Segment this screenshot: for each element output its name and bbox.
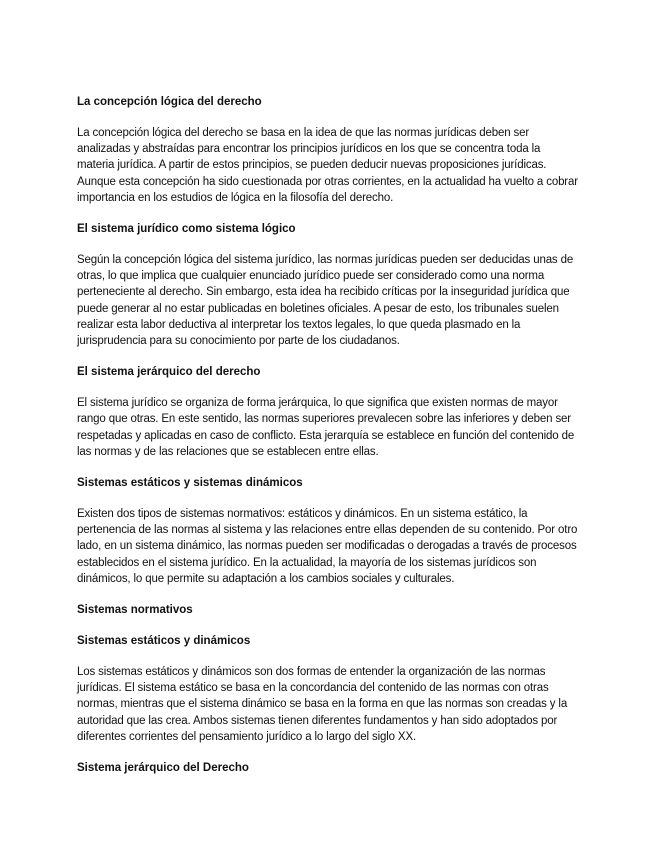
section-heading: Sistemas normativos — [77, 604, 193, 617]
section-paragraph: El sistema jurídico se organiza de forma jerárquica, lo que significa que existen normas de mayor rango que otras. En este sentido, las normas superiores prevalecen sobre las inferiores y deben ser respetadas y aplicadas en caso de conflicto. Esta jerarquía se establece en función del contenido de las normas y de las relaciones que se establecen entre ellas. — [77, 397, 575, 458]
section-paragraph: Existen dos tipos de sistemas normativos: estáticos y dinámicos. En un sistema estático, la pertenencia de las normas al sistema y las relaciones entre ellas dependen de su contenido. Por otro lado, en un sistema dinámico, las normas pueden ser modificadas o derogadas a través de procesos establecidos en el sistema jurídico. En la actualidad, la mayoría de los sistemas jurídicos son dinámicos, lo que permite su adaptación a los cambios sociales y culturales. — [77, 508, 578, 585]
section-heading: El sistema jerárquico del derecho — [77, 366, 261, 379]
section-paragraph: Según la concepción lógica del sistema jurídico, las normas jurídicas pueden ser deducidas unas de otras, lo que implica que cualquier enunciado jurídico puede ser considerado como una norma perteneciente al derecho. Sin embargo, esta idea ha recibido críticas por la inseguridad jurídica que puede generar al no estar publicadas en boletines oficiales. A pesar de esto, los tribunales suelen realizar esta labor deductiva al interpretar los textos legales, lo que queda plasmado en la jurisprudencia para su conocimiento por parte de los ciudadanos. — [77, 254, 574, 348]
document-page — [77, 94, 580, 791]
section-heading: Sistema jerárquico del Derecho — [77, 762, 249, 775]
section-heading: El sistema jurídico como sistema lógico — [77, 223, 296, 236]
section-heading: Sistemas estáticos y dinámicos — [77, 635, 251, 648]
section-paragraph: La concepción lógica del derecho se basa en la idea de que las normas jurídicas deben ser analizadas y abstraídas para encontrar los principios jurídicos en los que se concentra toda la materia jurídica. A partir de estos principios, se pueden deducir nuevas proposiciones jurídicas. Aunque esta concepción ha sido cuestionada por otras corrientes, en la actualidad ha vuelto a cobrar importancia en los estudios de lógica en la filosofía del derecho. — [77, 127, 578, 204]
section-heading: La concepción lógica del derecho — [77, 96, 262, 108]
section-heading: Sistemas estáticos y sistemas dinámicos — [77, 477, 303, 490]
section-paragraph: Los sistemas estáticos y dinámicos son dos formas de entender la organización de las normas jurídicas. El sistema estático se basa en la concordancia del contenido de las normas con otras normas, mientras que el sistema dinámico se basa en la forma en que las normas son creadas y la autoridad que las crea. Ambos sistemas tienen diferentes fundamentos y han sido adoptados por diferentes corrientes del pensamiento jurídico a lo largo del siglo XX. — [77, 666, 568, 743]
